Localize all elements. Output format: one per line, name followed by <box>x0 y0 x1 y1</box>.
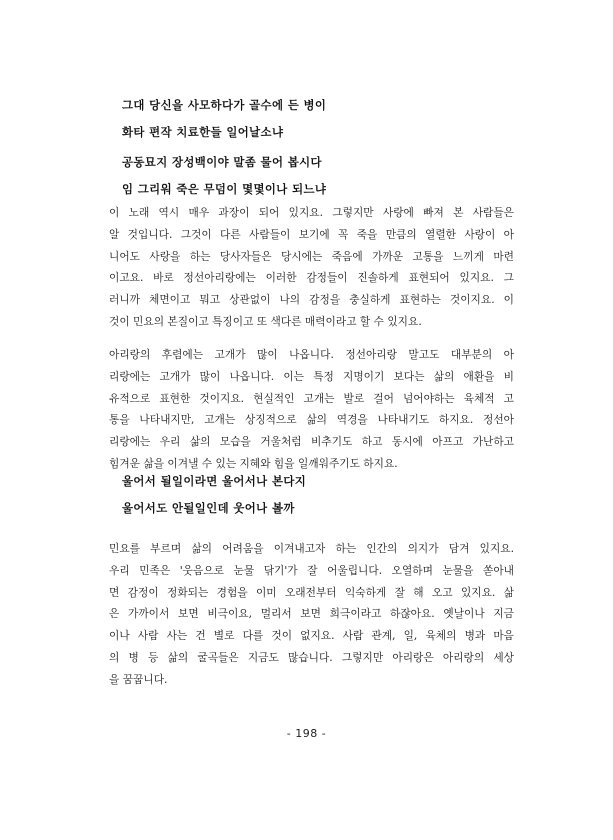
paragraph-line: 아리랑의 후렴에는 고개가 많이 나옵니다. 정선아리랑 말고도 대부분의 아 <box>109 348 514 361</box>
paragraph-line: 은 가까이서 보면 비극이요, 멀리서 보면 희극이라고 하잖아요. 옛날이나 지금 <box>109 607 514 621</box>
paragraph-line: 이나 사람 사는 건 별로 다를 것이 없지요. 사람 관계, 일, 육체의 병과 마음 <box>109 629 514 643</box>
paragraph-2 <box>109 344 514 475</box>
page-number: - 198 - <box>286 727 327 740</box>
verse-line: 공동묘지 장성백이야 말좀 물어 봅시다 <box>122 155 322 169</box>
paragraph-line: 유적으로 표현한 것이지요. 현실적인 고개는 발로 걸어 넘어야하는 육체적 고 <box>109 391 514 405</box>
verse-block-1 <box>122 92 542 146</box>
verse-block-2 <box>122 149 542 203</box>
paragraph-line: 우리 민족은 '웃음으로 눈물 닦기'가 잘 어울립니다. 오열하며 눈물을 쏟아내 <box>109 563 514 577</box>
paragraph-line: 을 꿈꿉니다. <box>109 672 168 686</box>
paragraph-line: 리랑에는 고개가 많이 나옵니다. 이는 특정 지명이기 보다는 삶의 애환을 비 <box>109 369 514 383</box>
verse-line: 화타 편작 치료한들 일어날소냐 <box>122 125 284 139</box>
paragraph-line: 것이 민요의 본질이고 특징이고 또 색다른 매력이라고 할 수 있지요. <box>109 314 422 328</box>
paragraph-line: 리랑에는 우리 삶의 모습을 거울처럼 비추기도 하고 동시에 아프고 가난하고 <box>109 435 514 449</box>
verse-line: 임 그리워 죽은 무덤이 몇몇이나 되느냐 <box>122 182 327 196</box>
paragraph-3 <box>109 538 514 691</box>
verse-line: 그대 당신을 사모하다가 골수에 든 병이 <box>122 98 327 112</box>
paragraph-line: 이 노래 역시 매우 과장이 되어 있지요. 그렇지만 사랑에 빠져 본 사람들은 <box>109 206 514 219</box>
paragraph-line: 민요를 부르며 삶의 어려움을 이겨내고자 하는 인간의 의지가 담겨 있지요. <box>109 542 514 555</box>
paragraph-line: 이고요. 바로 정선아리랑에는 이러한 감정들이 진솔하게 표현되어 있지요. 그 <box>109 271 514 285</box>
paragraph-line: 알 것입니다. 그것이 다른 사람들이 보기에 꼭 죽을 만큼의 열렬한 사랑이 아 <box>109 227 514 241</box>
paragraph-line: 니어도 사랑을 하는 당사자들은 당시에는 죽음에 가까운 고통을 느끼게 마련 <box>109 249 514 263</box>
verse-line: 울어서도 안될일인데 웃어나 볼까 <box>122 501 295 515</box>
paragraph-line: 의 병 등 삶의 굴곡들은 지금도 많습니다. 그렇지만 아리랑은 아리랑의 세상 <box>109 650 514 664</box>
paragraph-line: 통을 나타내지만, 고개는 상징적으로 삶의 역경을 나타내기도 하지요. 정선아 <box>109 413 514 427</box>
paragraph-1 <box>109 202 514 333</box>
verse-line: 울어서 될일이라면 울어서나 본다지 <box>122 474 307 488</box>
paragraph-line: 러니까 체면이고 뭐고 상관없이 나의 감정을 충실하게 표현하는 것이지요. 이 <box>109 293 514 307</box>
paragraph-line: 힘겨운 삶을 이겨낼 수 있는 지혜와 힘을 일깨워주기도 하지요. <box>109 456 398 470</box>
verse-block-3 <box>122 468 542 522</box>
paragraph-line: 면 감정이 정화되는 경험을 이미 오래전부터 익숙하게 잘 해 오고 있지요. 삶 <box>109 585 514 599</box>
